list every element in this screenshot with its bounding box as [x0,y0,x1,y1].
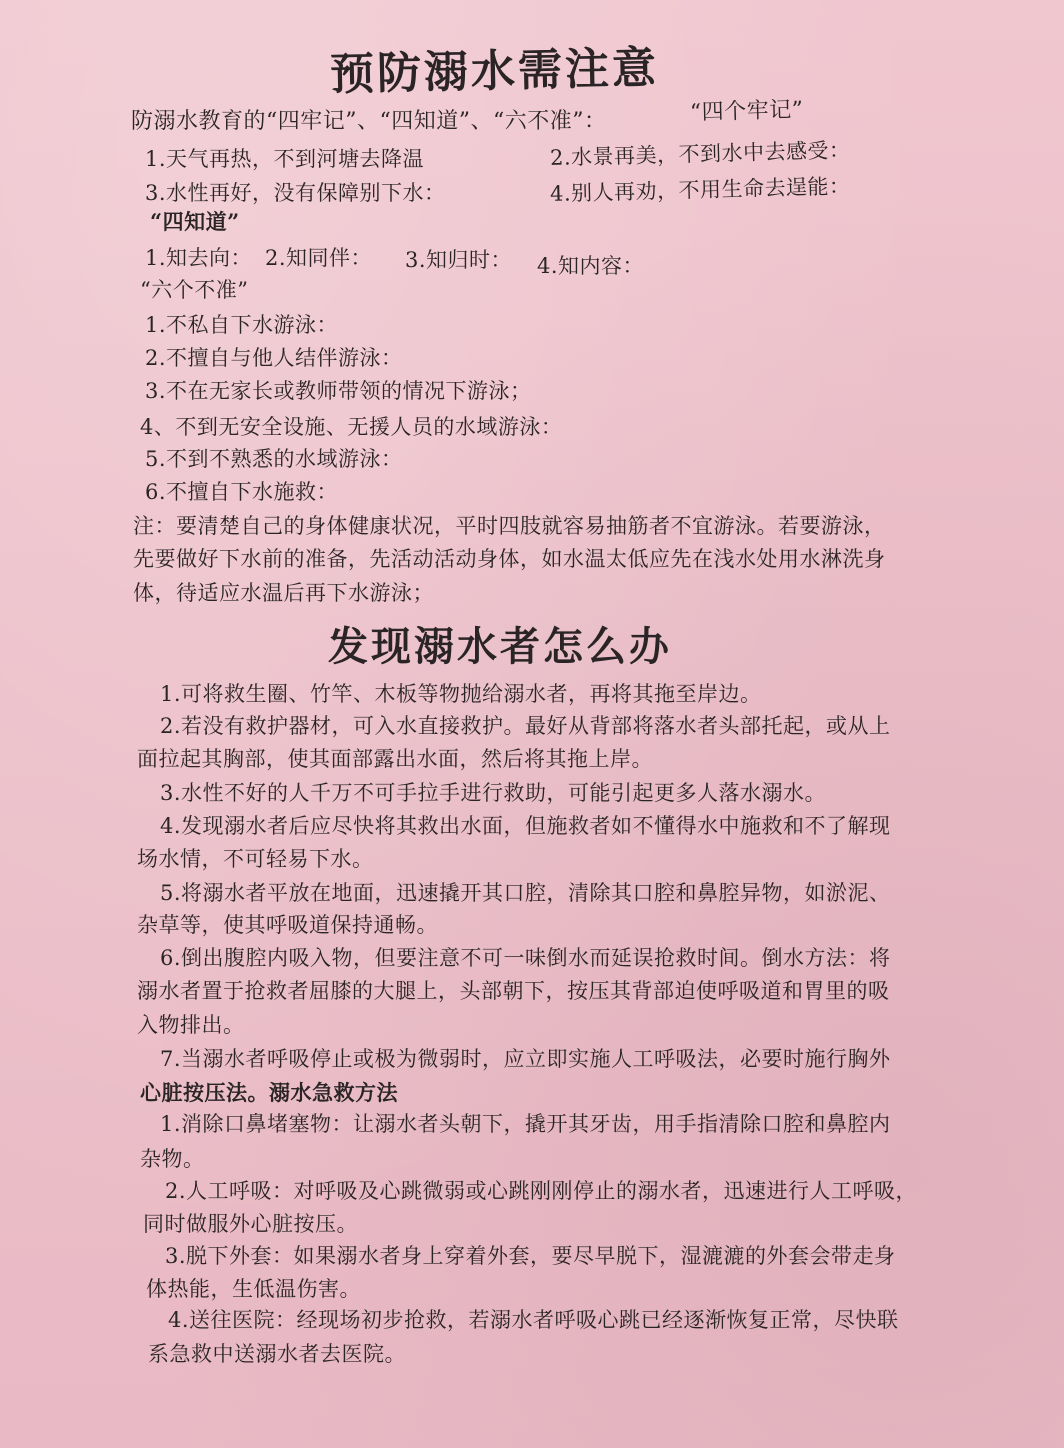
four-remember-item: 2.水景再美，不到水中去感受： [549,138,851,170]
intro-line: 防溺水教育的“四牢记”、“四知道”、“六不准”： [131,109,607,134]
note-line: 先要做好下水前的准备，先活动活动身体，如水温太低应先在浅水处用水淋洗身 [133,547,886,571]
firstaid-line: 1.消除口鼻堵塞物：让溺水者头朝下，撬开其牙齿，用手指清除口腔和鼻腔内 [160,1112,891,1136]
firstaid-line: 2.人工呼吸：对呼吸及心跳微弱或心跳刚刚停止的溺水者，迅速进行人工呼吸， [165,1179,918,1203]
rescue-line: 场水情，不可轻易下水。 [137,847,374,871]
four-know-item: 4.知内容： [537,254,645,278]
six-no-item: 3.不在无家长或教师带领的情况下游泳； [145,379,532,403]
four-remember-item: 1.天气再热，不到河塘去降温 [145,147,425,171]
six-no-item: 6.不擅自下水施救： [145,480,339,504]
six-no-heading: “六个不准” [140,278,249,302]
four-remember-item: 3.水性再好，没有保障别下水： [145,181,446,205]
rescue-line: 5.将溺水者平放在地面，迅速撬开其口腔，清除其口腔和鼻腔异物，如淤泥、 [160,881,891,905]
firstaid-line: 体热能，生低温伤害。 [146,1277,361,1301]
firstaid-line: 杂物。 [140,1147,205,1171]
four-know-item: 3.知归时： [405,248,513,272]
title-prevent-drowning: 预防溺水需注意 [329,42,660,101]
six-no-item: 2.不擅自与他人结伴游泳： [145,346,403,370]
rescue-line: 1.可将救生圈、竹竿、木板等物抛给溺水者，再将其拖至岸边。 [160,682,762,706]
four-remember-item: 4.别人再劝，不用生命去逞能： [549,174,851,206]
six-no-item: 5.不到不熟悉的水域游泳： [145,447,403,471]
note-line: 注：要清楚自己的身体健康状况，平时四肢就容易抽筋者不宜游泳。若要游泳， [133,514,886,538]
four-remember-heading: “四个牢记” [689,97,804,126]
rescue-line: 4.发现溺水者后应尽快将其救出水面，但施救者如不懂得水中施救和不了解现 [160,814,891,838]
rescue-line: 面拉起其胸部，使其面部露出水面，然后将其拖上岸。 [137,747,653,771]
note-line: 体，待适应水温后再下水游泳； [133,581,434,605]
rescue-line: 心脏按压法。溺水急救方法 [140,1080,398,1105]
four-know-item: 2.知同伴： [265,246,373,270]
firstaid-line: 同时做服外心脏按压。 [143,1212,358,1236]
four-know-item: 1.知去向： [145,246,253,270]
six-no-item: 1.不私自下水游泳： [145,313,339,337]
rescue-line: 溺水者置于抢救者屈膝的大腿上，头部朝下，按压其背部迫使呼吸道和胃里的吸 [137,979,890,1003]
rescue-line: 入物排出。 [137,1013,245,1037]
rescue-line: 2.若没有救护器材，可入水直接救护。最好从背部将落水者头部托起，或从上 [160,714,891,738]
rescue-line: 6.倒出腹腔内吸入物，但要注意不可一味倒水而延误抢救时间。倒水方法：将 [160,946,891,970]
rescue-line: 杂草等，使其呼吸道保持通畅。 [137,913,438,937]
four-know-heading: “四知道” [150,209,240,234]
title-found-drowning: 发现溺水者怎么办 [328,623,672,670]
rescue-line: 3.水性不好的人千万不可手拉手进行救助，可能引起更多人落水溺水。 [160,781,827,805]
six-no-item: 4、不到无安全设施、无援人员的水域游泳： [140,415,563,439]
firstaid-line: 3.脱下外套：如果溺水者身上穿着外套，要尽早脱下，湿漉漉的外套会带走身 [165,1244,896,1268]
firstaid-line: 4.送往医院：经现场初步抢救，若溺水者呼吸心跳已经逐渐恢复正常，尽快联 [168,1308,899,1332]
firstaid-line: 系急救中送溺水者去医院。 [148,1342,406,1366]
rescue-line: 7.当溺水者呼吸停止或极为微弱时，应立即实施人工呼吸法，必要时施行胸外 [160,1047,891,1071]
